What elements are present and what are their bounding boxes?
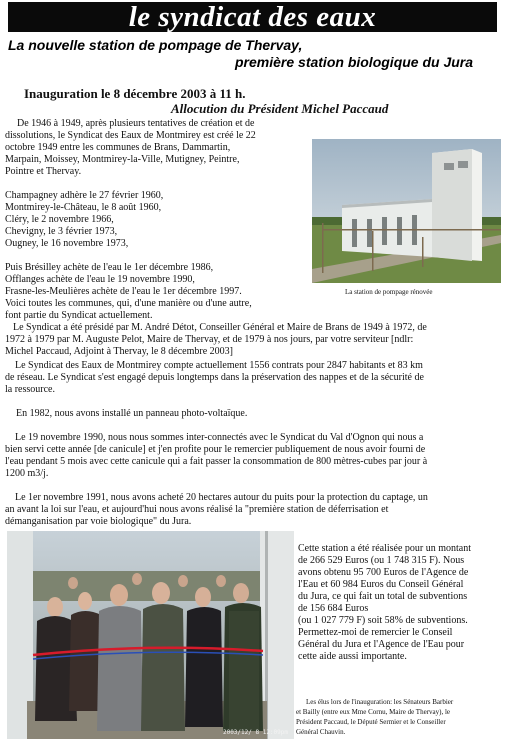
inauguration-heading: Inauguration le 8 décembre 2003 à 11 h.	[24, 86, 246, 101]
text-line: dissolutions, le Syndicat des Eaux de Montmirey est créé le 22	[5, 130, 256, 141]
intro-paragraph	[5, 118, 305, 178]
list-item: Chevigny, le 3 février 1973,	[5, 226, 118, 237]
list-item: Puis Brésilley achète de l'eau le 1er décembre 1986,	[5, 262, 214, 273]
pumping-station-photo	[312, 139, 501, 283]
list-item: Champagney adhère le 27 février 1960,	[5, 190, 164, 201]
text-line: 1200 m3/j.	[5, 468, 49, 479]
hectares-paragraph	[5, 492, 501, 528]
presidents-paragraph	[5, 322, 501, 358]
text-line: De 1946 à 1949, après plusieurs tentatives de création et de	[17, 118, 255, 129]
list-item: Ougney, le 16 novembre 1973,	[5, 238, 129, 249]
text-line: Marpain, Moissey, Montmirey-la-Ville, Mutigney, Peintre,	[5, 154, 240, 165]
caption-line: Général Chauvin.	[296, 728, 346, 736]
text-line: démanganisation par voie biologique" du Jura.	[5, 516, 192, 527]
pumping-station-caption: La station de pompage rénovée	[345, 288, 433, 296]
text-line: Permettez-moi de remercier le Conseil	[298, 627, 453, 638]
adhesions-list	[5, 190, 305, 250]
allocution-heading: Allocution du Président Michel Paccaud	[171, 101, 389, 116]
text-line: de 266 529 Euros (ou 1 748 315 F). Nous	[298, 555, 465, 566]
achats-list	[5, 262, 310, 322]
text-line: octobre 1949 entre les communes de Brans, Dammartin,	[5, 142, 231, 153]
text-line: Le Syndicat des Eaux de Montmirey compte actuellement 1556 contrats pour 2847 habitants et 83 km	[15, 360, 423, 371]
text-line: la ressource.	[5, 384, 55, 395]
text-line: cette aide aussi importante.	[298, 651, 407, 662]
text-line: bien servi cette année [de canicule] et j'en profite pour le remercier publiquement de nous avoir fourni de	[5, 444, 426, 455]
subtitle-line-2: première station biologique du Jura	[235, 54, 474, 70]
text-line: l'Eau et 60 984 Euros du Conseil Général	[298, 579, 464, 590]
inauguration-image	[7, 531, 294, 739]
subtitle-line-1: La nouvelle station de pompage de Thervay,	[8, 37, 303, 53]
photovoltaique-paragraph: En 1982, nous avons installé un panneau photo-voltaïque.	[16, 408, 248, 419]
text-line: de 156 684 Euros	[298, 603, 369, 614]
list-item: Montmirey-le-Château, le 8 août 1960,	[5, 202, 162, 213]
list-item: Offlanges achète de l'eau le 19 novembre 1990,	[5, 274, 195, 285]
text-line: du Jura, ce qui fait un total de subventions	[298, 591, 468, 602]
text-line: avons obtenu 95 700 Euros de l'Agence de	[298, 567, 469, 578]
text-line: Michel Paccaud, Adjoint à Thervay, le 8 décembre 2003]	[5, 346, 233, 357]
text-line: (ou 1 027 779 F) soit 58% de subventions.	[298, 615, 468, 626]
caption-line: Les élus lors de l'inauguration: les Sénateurs Barbier	[306, 698, 454, 706]
text-line: an avant la loi sur l'eau, et aujourd'hui nous avons réalisé la "première station de déferrisation et	[5, 504, 389, 515]
text-line: Le Syndicat a été présidé par M. André Détot, Conseiller Général et Maire de Brans de 1949 à 1972, de	[13, 322, 427, 333]
text-line: 1972 à 1979 par M. Auguste Pelot, Maire de Thervay, et de 1979 à nos jours, par votre serviteur [ndlr:	[5, 334, 414, 345]
title-banner	[8, 2, 497, 32]
photo-timestamp: 2003/12/ 8 12:09pm	[222, 729, 288, 736]
contrats-paragraph	[5, 360, 501, 396]
list-item: Cléry, le 2 novembre 1966,	[5, 214, 114, 225]
text-line: l'eau pendant 5 mois avec cette canicule qui a fait passer la consommation de 800 mètres-cubes par jour à	[5, 456, 428, 467]
pumping-station-image	[312, 139, 501, 283]
list-item: Voici toutes les communes, qui, d'une manière ou d'une autre,	[5, 298, 252, 309]
caption-line: Président Paccaud, le Député Sermier et le Conseiller	[296, 718, 446, 726]
inauguration-photo	[7, 531, 294, 739]
page-title: le syndicat des eaux	[128, 1, 377, 33]
financement-paragraph	[298, 543, 502, 663]
text-line: Le 1er novembre 1991, nous avons acheté 20 hectares autour du puits pour la protection du captage, un	[15, 492, 428, 503]
text-line: de réseau. Le Syndicat s'est engagé depuis longtemps dans la préservation des nappes et de la sécurité de	[5, 372, 424, 383]
inauguration-caption	[296, 697, 502, 737]
list-item: Frasne-les-Meulières achète de l'eau le 1er décembre 1997.	[5, 286, 242, 297]
caption-line: et Bailly (entre eux Mme Cornu, Maire de Thervay), le	[296, 708, 451, 716]
text-line: Pointre et Thervay.	[5, 166, 82, 177]
list-item: font partie du Syndicat actuellement.	[5, 310, 153, 321]
text-line: Général du Jura et l'Agence de l'Eau pour	[298, 639, 465, 650]
interconnexion-paragraph	[5, 432, 501, 480]
text-line: Le 19 novembre 1990, nous nous sommes inter-connectés avec le Syndicat du Val d'Ognon qui nous a	[15, 432, 424, 443]
text-line: Cette station a été réalisée pour un montant	[298, 543, 471, 554]
